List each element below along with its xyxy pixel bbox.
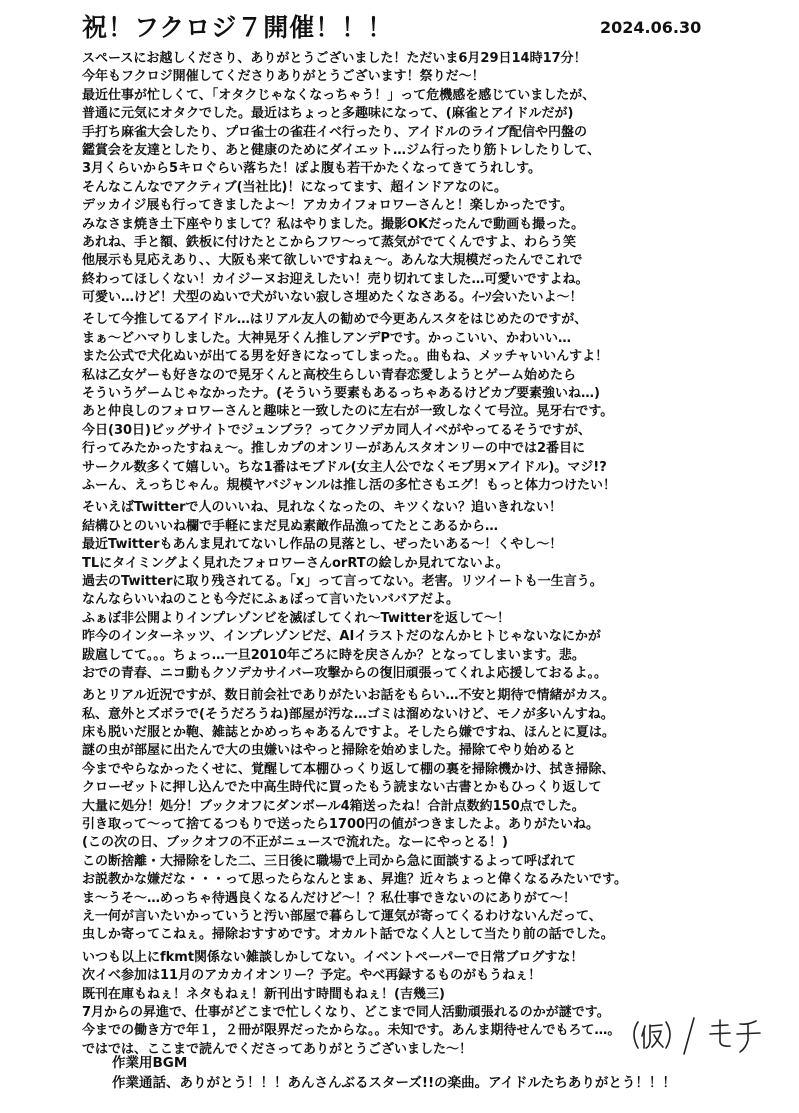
text-line: 床も脱いだ服とか鞄、雑誌とかめっちゃあるんですよ。そしたら嫌ですね、ほんとに夏は。 <box>82 725 615 741</box>
text-line: 3月くらいから5キロぐらい落ちた！ぽよ腹も若干かたくなってきてうれしす。 <box>82 161 542 177</box>
text-line: この断捨離・大掃除をした二、三日後に職場で上司から急に面談するよって呼ばれて <box>82 853 577 869</box>
text-line: なんならいいねのことも今だにふぁぼって言いたいババアだよ。 <box>82 592 460 608</box>
bgm-section <box>112 1053 676 1093</box>
text-line: 謎の虫が部屋に出たんで大の虫嫌いはやっと掃除を始めました。掃除てやり始めると <box>82 743 577 759</box>
text-line: 行ってみたかったすねぇ〜。推しカプのオンリーがあんスタオンリーの中では2番目に <box>82 441 586 457</box>
text-line: 手打ち麻雀大会したり、プロ雀士の雀荘イベ行ったり、アイドルのライブ配信や円盤の <box>82 124 588 140</box>
page-title: 祝！フクロジ７開催！！！ <box>82 13 394 42</box>
text-line: サークル数多くて嬉しい。ちな1番はモブドル(女主人公でなくモブ男×アイドル)。マジ!? <box>82 459 607 475</box>
text-line: デッカイジ展も行ってきましたよ〜！アカカイフォロワーさんと！楽しかったです。 <box>82 198 573 214</box>
text-line: 過去のTwitterに取り残されてる。「x」って言ってない。老害。リツイートも一生言う。 <box>82 573 603 589</box>
text-line: 私は乙女ゲーも好きなので晃牙くんと高校生らしい青春恋愛しようとゲーム始めたら <box>82 367 577 383</box>
text-line: 虫しか寄ってこねぇ。掃除おすすめです。オカルト話でなく人として当たり前の話でした。 <box>82 927 614 943</box>
text-line: おでの青春、ニコ動もクソデカサイバー攻撃からの復旧頑張ってくれよ応援しておるよ。。 <box>82 665 607 681</box>
text-line: 今日(30日)ビッグサイトでジュンブラ？ってクソデカ同人イベがやってるそうですが、 <box>82 422 592 438</box>
paragraph <box>82 499 772 683</box>
message-body <box>82 50 772 1063</box>
text-line: ふぁぼ非公開よりインプレゾンビを滅ぼしてくれ〜Twitterを返して〜！ <box>82 610 511 626</box>
text-line: 今までやらなかったくせに、覚醒して本棚ひっくり返して棚の裏を掃除機かけ、拭き掃除、 <box>82 761 615 777</box>
paragraph <box>82 50 772 307</box>
text-line: クローゼットに押し込んでた中高生時代に買ったもう読まない古書とかもひっくり返して <box>82 780 602 796</box>
text-line: ま〜うそ〜…めっちゃ待遇良くなるんだけど〜！？私仕事できないのにありがて〜！ <box>82 890 576 906</box>
text-line: 次イベ参加は11月のアカカイオンリー？予定。やべ再録するものがもうねぇ！ <box>82 968 542 984</box>
text-line: 今年もフクロジ開催してくださりありがとうございます！祭りだ〜！ <box>82 69 485 85</box>
bgm-heading: 作業用BGM <box>112 1055 188 1071</box>
handwritten-signature <box>628 1012 778 1058</box>
text-line: 既刊在庫もねぇ！ネタもねぇ！新刊出す時間もねぇ！(吉幾三) <box>82 986 445 1002</box>
text-line: 最近Twitterもあんま見れてないし作品の見落とし、ぜったいある〜！くやし〜！ <box>82 537 563 553</box>
paragraph <box>82 687 772 944</box>
text-line: 引き取って〜って捨てるつもりで送ったら1700円の値がつきましたよ。ありがたいね。 <box>82 817 600 833</box>
text-line: 大量に処分！処分！ブックオフにダンボール4箱送ったね！合計点数約150点でした。 <box>82 798 585 814</box>
text-line: そして今推してるアイドル…はリアル友人の勧めで今更あんスタをはじめたのですが、 <box>82 312 588 328</box>
paragraph <box>82 311 772 495</box>
text-line: え一何が言いたいかっていうと汚い部屋で暮らして運気が寄ってくるわけないんだって、 <box>82 908 602 924</box>
text-line: 可愛い…けど！犬型のぬいで犬がいない寂しさ埋めたくなさある。ｲｰｿ会いたいよ〜！ <box>82 290 583 306</box>
text-line: また公式で犬化ぬいが出てる男を好きになってしまった。。曲もね、メッチャいいんすよ！ <box>82 349 609 365</box>
text-line: 昨今のインターネッツ、インプレゾンビだ、AIイラストだのなんかヒトじゃないなにかが <box>82 629 601 645</box>
bgm-text: 作業通話、ありがとう！！！あんさんぶるスターズ!!の楽曲。アイドルたちありがとう！！！ <box>112 1075 676 1091</box>
text-line: 鑑賞会を友達としたり、あと健康のためにダイエット…ジム行ったり筋トレしたりして、 <box>82 142 601 158</box>
text-line: ではでは、ここまで読んでくださってありがとうございました〜！ <box>82 1041 473 1057</box>
text-line: 他展示も見応えあり、、大阪も来て欲しいですねぇ〜。あんな大規模だったんでこれで <box>82 253 583 269</box>
text-line: そんなこんなでアクティブ(当社比)！になってます、超インドアなのに。 <box>82 179 508 195</box>
text-line: あとリアル近況ですが、数日前会社でありがたいお話をもらい…不安と期待で情緒がカス。 <box>82 688 615 704</box>
text-line: (この次の日、ブックオフの不正がニュースで流れた。なーにやっとる！) <box>82 835 508 851</box>
text-line: TLにタイミングよく見れたフォロワーさんorRTの絵しか見れてないよ。 <box>82 555 509 571</box>
date-label: 2024.06.30 <box>600 18 702 37</box>
text-line: 結構ひとのいいね欄で手軽にまだ見ぬ素敵作品漁ってたとこあるから… <box>82 518 499 534</box>
text-line: そういうゲームじゃなかったナ。(そういう要素もあるっちゃあるけどカプ要素強いね…) <box>82 386 600 402</box>
text-line: スペースにお越しくださり、ありがとうございました！ただいま6月29日14時17分！ <box>82 51 587 66</box>
text-line: あと仲良しのフォロワーさんと趣味と一致したのに左右が一致しなくて号泣。晃牙右です。 <box>82 404 614 420</box>
text-line: 普通に元気にオタクでした。最近はちょっと多趣味になって、(麻雀とアイドルだが) <box>82 106 574 122</box>
text-line: 7月からの昇進で、仕事がどこまで忙しくなり、どこまで同人活動頑張れるのかが謎です。 <box>82 1004 610 1020</box>
text-line: お説教かな嫌だな・・・って思ったらなんとまぁ、昇進？近々ちょっと偉くなるみたいです。 <box>82 872 627 888</box>
text-line: 終わってほしくない！カイジーヌお迎えしたい！売り切れてました…可愛いですよね。 <box>82 271 589 287</box>
text-line: あれね、手と額、鉄板に付けたとこからフワ〜って蒸気がでてくんですよ、わらう笑 <box>82 234 577 250</box>
text-line: そいえばTwitterで人のいいね、見れなくなったの、キツくない？追いきれない！ <box>82 500 563 516</box>
text-line: 今までの働き方で年１，２冊が限界だったからな。。未知です。あんま期待せんでもろて…。 <box>82 1023 621 1039</box>
text-line: 跋扈してて。。。ちょっ…一旦2010年ごろに時を戻さんか？となってしまいます。悲。 <box>82 647 585 663</box>
text-line: ふーん、えっちじゃん。規模ヤバジャンルは推し活の多忙さもエグ！もっと体力つけたい！ <box>82 477 616 493</box>
text-line: まぁ〜どハマりしました。大神晃牙くん推しアンデPです。かっこいい、かわいい… <box>82 330 571 346</box>
text-line: 私、意外とズボラで(そうだろうね)部屋が汚な…ゴミは溜めないけど、モノが多いんすね。 <box>82 706 614 722</box>
text-line: 最近仕事が忙しくて、「オタクじゃなくなっちゃう！」って危機感を感じていましたが、 <box>82 87 596 103</box>
text-line: みなさま焼き土下座やりまして？私はやりました。撮影OKだったんで動画も撮った。 <box>82 216 585 232</box>
text-line: いつも以上にfkmt関係ない雑談しかしてない。イベントペーパーで日常ブログすな！ <box>82 949 584 965</box>
